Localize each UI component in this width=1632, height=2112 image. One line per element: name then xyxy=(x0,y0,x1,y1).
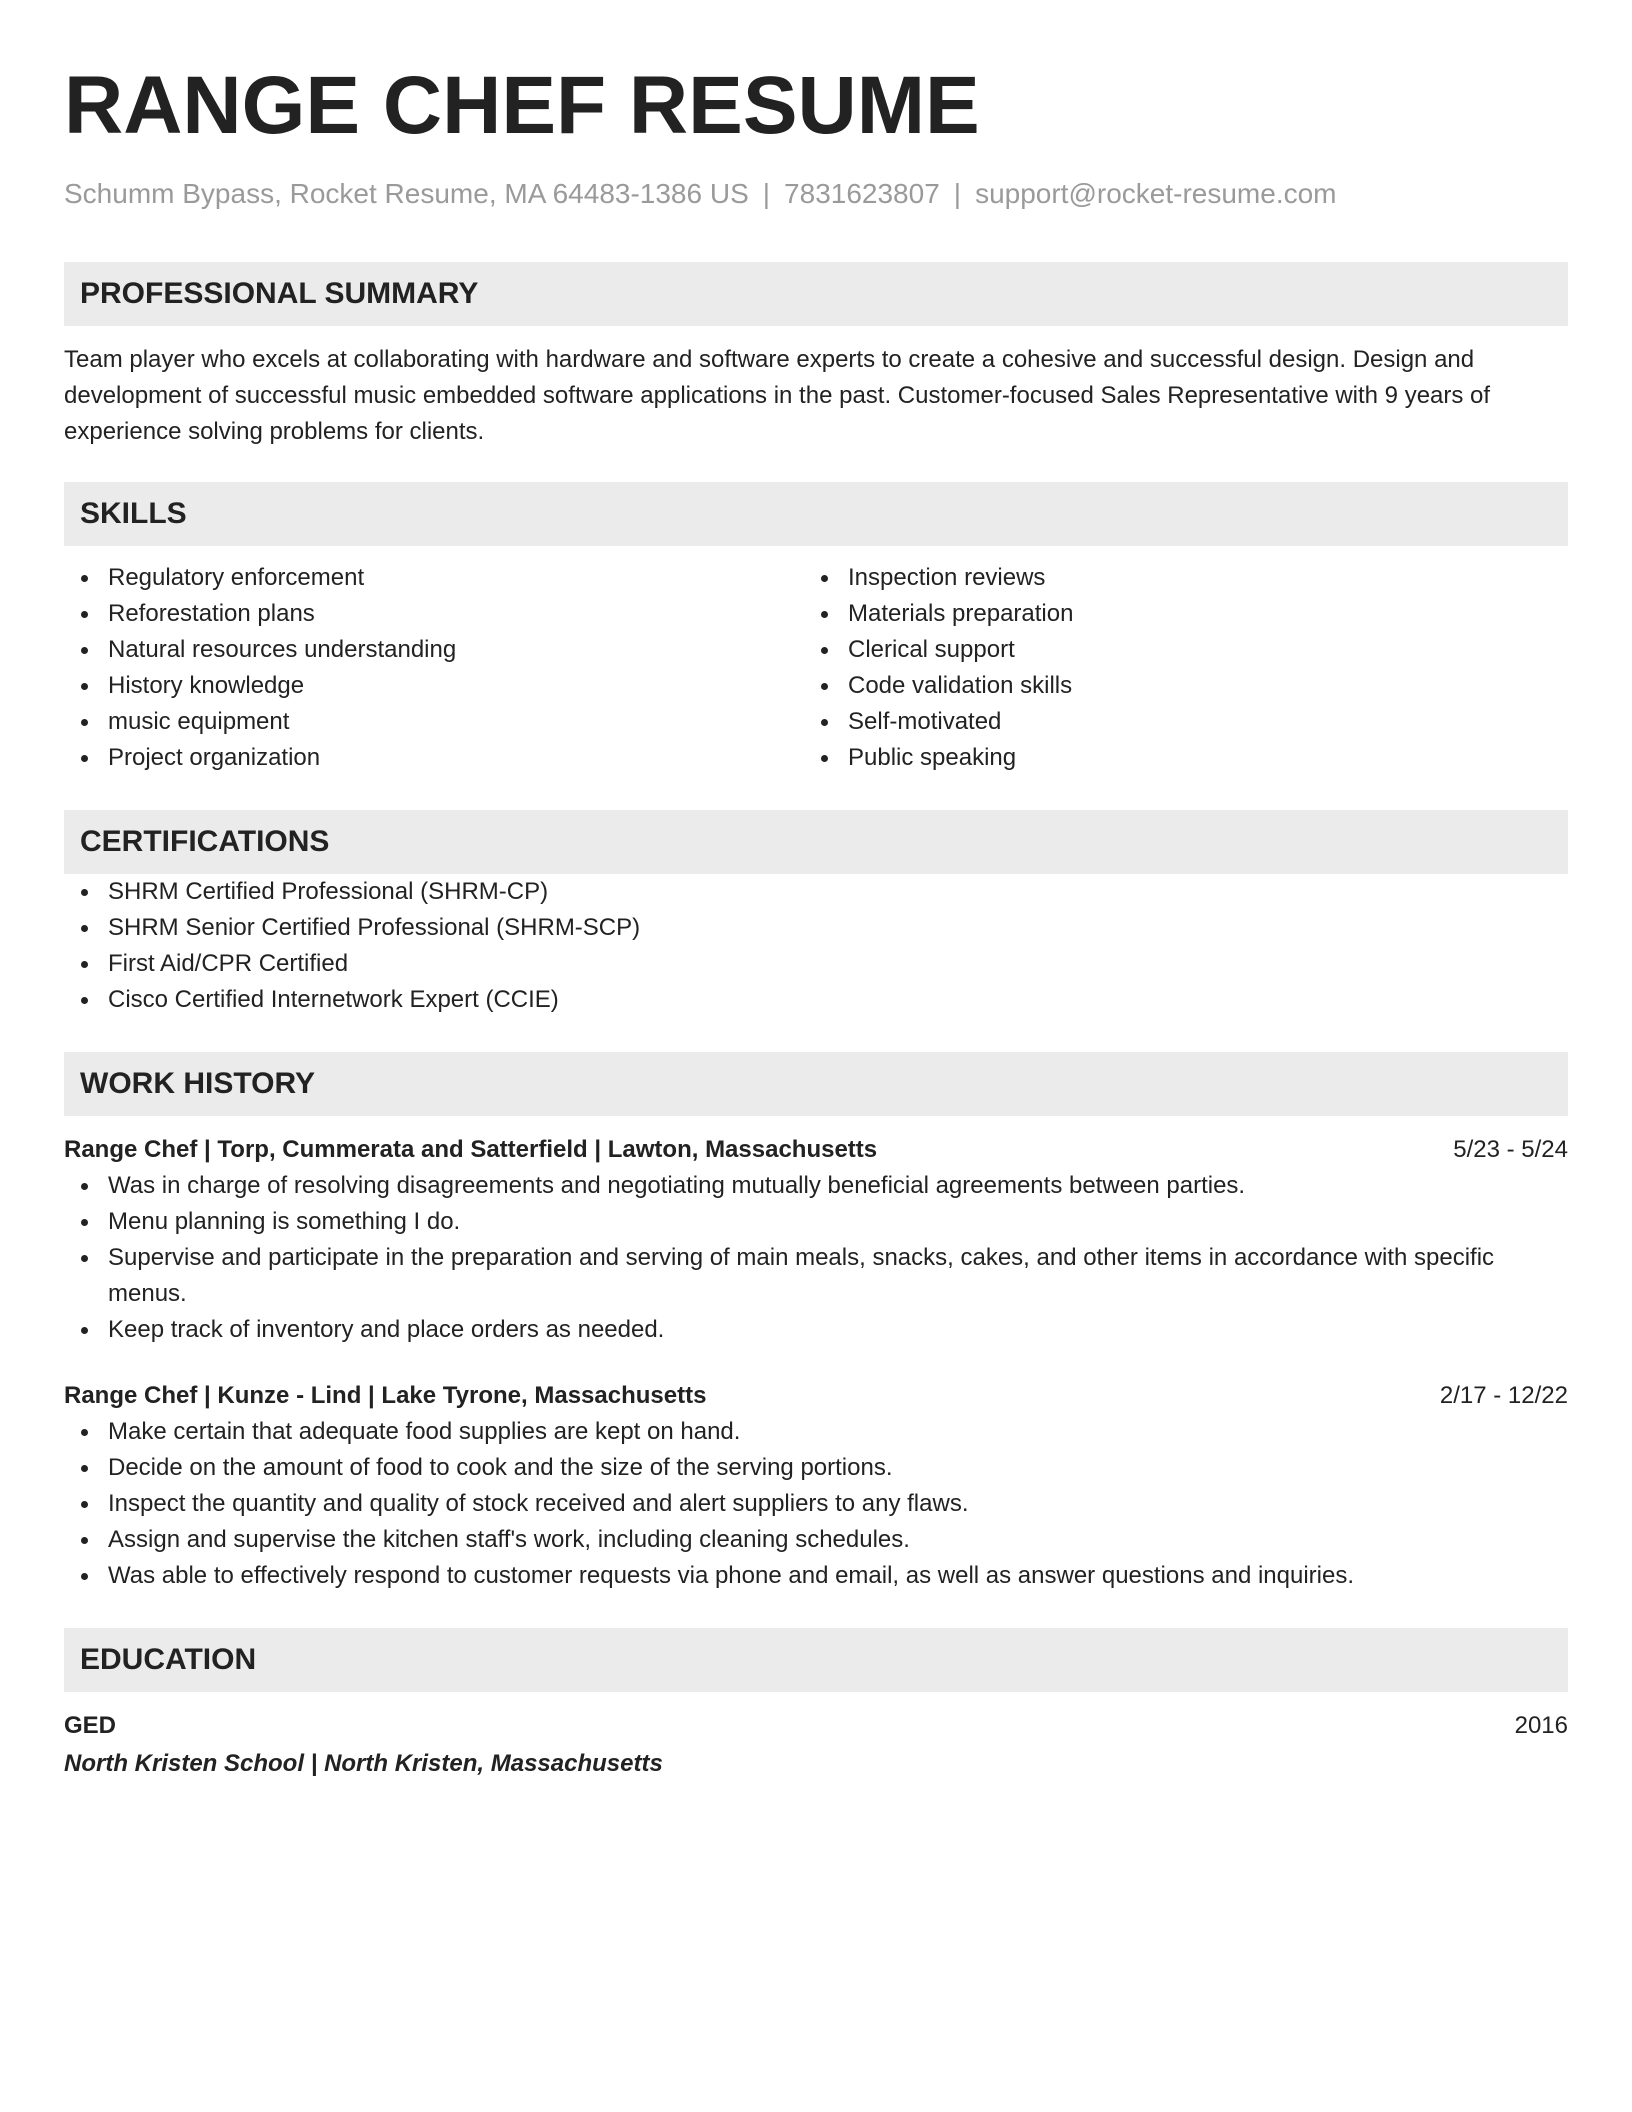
job-bullet: Menu planning is something I do. xyxy=(64,1204,1568,1240)
skills-right-list xyxy=(804,560,1544,776)
job-bullet: Was able to effectively respond to customer requests via phone and email, as well as answer questions and inquiries. xyxy=(64,1558,1568,1594)
skill-item: Inspection reviews xyxy=(804,560,1544,596)
job-bullet: Make certain that adequate food supplies are kept on hand. xyxy=(64,1414,1568,1450)
contact-separator: | xyxy=(953,178,962,209)
skill-item: Project organization xyxy=(64,740,804,776)
skill-item: Clerical support xyxy=(804,632,1544,668)
job-title: Range Chef | Kunze - Lind | Lake Tyrone, Massachusetts xyxy=(64,1382,707,1409)
job-header xyxy=(64,1132,1568,1168)
skills-grid xyxy=(64,560,1568,776)
education-year: 2016 xyxy=(1514,1712,1568,1739)
job-entry xyxy=(64,1132,1568,1348)
skill-item: Natural resources understanding xyxy=(64,632,804,668)
skill-item: Public speaking xyxy=(804,740,1544,776)
job-bullet: Assign and supervise the kitchen staff's work, including cleaning schedules. xyxy=(64,1522,1568,1558)
job-bullet: Was in charge of resolving disagreements and negotiating mutually beneficial agreements between parties. xyxy=(64,1168,1568,1204)
contact-separator: | xyxy=(762,178,771,209)
skill-item: History knowledge xyxy=(64,668,804,704)
job-dates: 5/23 - 5/24 xyxy=(1453,1136,1568,1163)
certification-item: First Aid/CPR Certified xyxy=(64,946,1568,982)
job-bullets xyxy=(64,1168,1568,1348)
education-header xyxy=(64,1708,1568,1744)
contact-phone: 7831623807 xyxy=(784,178,940,209)
contact-line xyxy=(64,176,1568,212)
contact-email: support@rocket-resume.com xyxy=(975,178,1337,209)
education-degree: GED xyxy=(64,1712,117,1739)
skill-item: Code validation skills xyxy=(804,668,1544,704)
job-bullet: Decide on the amount of food to cook and the size of the serving portions. xyxy=(64,1450,1568,1486)
work-history-heading: WORK HISTORY xyxy=(64,1052,1568,1116)
job-entry xyxy=(64,1378,1568,1594)
skills-left-list xyxy=(64,560,804,776)
skill-item: Materials preparation xyxy=(804,596,1544,632)
certification-item: Cisco Certified Internetwork Expert (CCIE) xyxy=(64,982,1568,1018)
education-school: North Kristen School | North Kristen, Massachusetts xyxy=(64,1750,663,1777)
summary-text: Team player who excels at collaborating with hardware and software experts to create a cohesive and successful design. Design and development of successful music embedded software applications in the past. Customer-focused Sales Representative with 9 years of experience solving problems for clients. xyxy=(64,346,1491,445)
contact-address: Schumm Bypass, Rocket Resume, MA 64483-1386 US xyxy=(64,178,749,209)
job-dates: 2/17 - 12/22 xyxy=(1439,1382,1568,1409)
certifications-list xyxy=(64,874,1568,1018)
job-header xyxy=(64,1378,1568,1414)
certification-item: SHRM Senior Certified Professional (SHRM-SCP) xyxy=(64,910,1568,946)
job-bullets xyxy=(64,1414,1568,1594)
skill-item: Regulatory enforcement xyxy=(64,560,804,596)
summary-heading: PROFESSIONAL SUMMARY xyxy=(64,262,1568,326)
certification-item: SHRM Certified Professional (SHRM-CP) xyxy=(64,874,1568,910)
skills-heading: SKILLS xyxy=(64,482,1568,546)
resume-title: RANGE CHEF RESUME xyxy=(64,60,980,151)
job-title: Range Chef | Torp, Cummerata and Satterfield | Lawton, Massachusetts xyxy=(64,1136,878,1163)
education-heading: EDUCATION xyxy=(64,1628,1568,1692)
job-bullet: Inspect the quantity and quality of stock received and alert suppliers to any flaws. xyxy=(64,1486,1568,1522)
skill-item: Self-motivated xyxy=(804,704,1544,740)
skill-item: music equipment xyxy=(64,704,804,740)
job-bullet: Keep track of inventory and place orders as needed. xyxy=(64,1312,1568,1348)
skill-item: Reforestation plans xyxy=(64,596,804,632)
job-bullet: Supervise and participate in the preparation and serving of main meals, snacks, cakes, and other items in accordance with specific menus. xyxy=(64,1240,1568,1312)
certifications-heading: CERTIFICATIONS xyxy=(64,810,1568,874)
